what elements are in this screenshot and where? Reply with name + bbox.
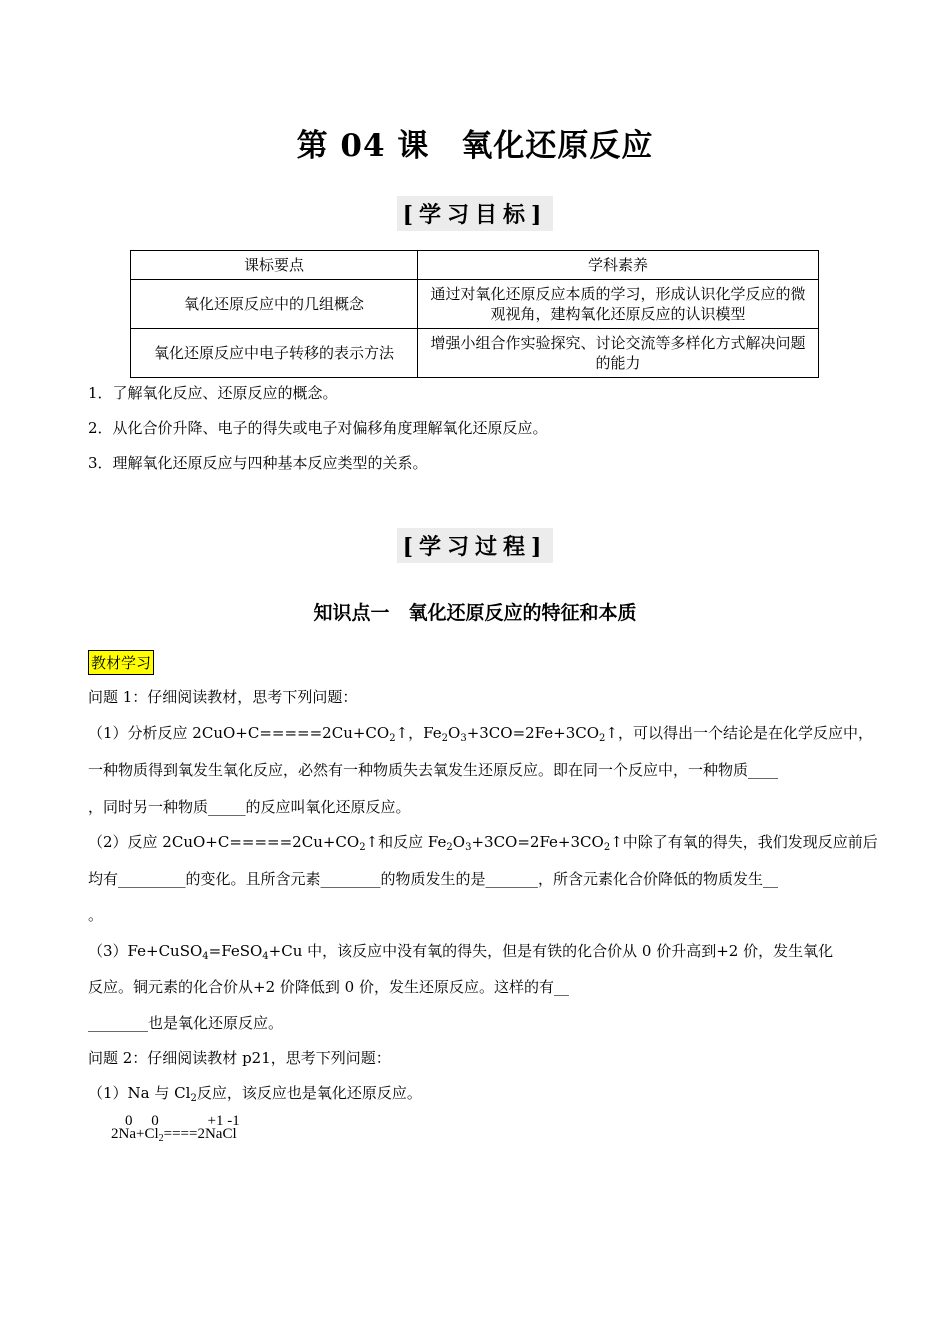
table-header-cell: 课标要点 (131, 251, 418, 280)
subscript: 2 (446, 842, 453, 853)
text-span: ↑，Fe (395, 724, 442, 742)
section-heading-goals-label: [学习目标] (397, 196, 554, 231)
subscript: 2 (190, 1093, 197, 1104)
table-cell: 增强小组合作实验探究、讨论交流等多样化方式解决问题的能力 (418, 329, 819, 378)
question-1-part-1-line-3: ，同时另一种物质_____的反应叫氧化还原反应。 (88, 798, 411, 816)
question-1-part-3-line-2: 反应。铜元素的化合价从+2 价降低到 0 价，发生还原反应。这样的有__ (88, 978, 569, 996)
question-2-title: 问题 2：仔细阅读教材 p21，思考下列问题： (88, 1049, 391, 1067)
subscript: 2 (389, 733, 396, 744)
text-span: （2）反应 2CuO+C=====2Cu+CO (88, 833, 360, 851)
question-1-part-2-line-2: 均有_________的变化。且所含元素________的物质发生的是_______，所含元素化合价降低的物质发生__ (88, 870, 779, 888)
table-cell: 通过对氧化还原反应本质的学习，形成认识化学反应的微观视角，建构氧化还原反应的认识模型 (418, 280, 819, 329)
text-span: ====2NaCl (163, 1126, 237, 1142)
question-1-part-3-line-3: ________也是氧化还原反应。 (88, 1014, 284, 1032)
subscript: 2 (441, 733, 448, 744)
text-span: 反应，该反应也是氧化还原反应。 (196, 1084, 422, 1102)
text-span: =FeSO (208, 942, 263, 960)
text-span: ↑中除了有氧的得失，我们发现反应前后 (610, 833, 878, 851)
subscript: 3 (460, 733, 467, 744)
valence-annotation: 0 0 +1 -1 (125, 1113, 240, 1129)
text-span: ↑和反应 Fe (365, 833, 447, 851)
text-span: +3CO=2Fe+3CO (471, 833, 604, 851)
table-cell: 氧化还原反应中的几组概念 (131, 280, 418, 329)
text-span: +Cu 中，该反应中没有氧的得失，但是有铁的化合价从 0 价升高到+2 价，发生氧化 (268, 942, 834, 960)
text-span: +3CO=2Fe+3CO (466, 724, 600, 742)
text-span: O (448, 724, 461, 742)
question-1-part-2 (88, 831, 878, 859)
text-span: O (452, 833, 466, 851)
question-1-part-1-line-2: 一种物质得到氧发生氧化反应，必然有一种物质失去氧发生还原反应。即在同一个反应中，一种物质____ (88, 761, 779, 779)
subscript: 4 (262, 951, 269, 962)
subscript: 2 (359, 842, 366, 853)
subscript: 2 (603, 842, 611, 853)
section-heading-goals (0, 196, 950, 231)
section-heading-process-label: [学习过程] (397, 528, 554, 563)
table-row (131, 280, 819, 329)
textbook-study-tag: 教材学习 (88, 650, 154, 675)
objectives-table (130, 250, 819, 378)
text-span: （1）分析反应 2CuO+C=====2Cu+CO (88, 724, 390, 742)
question-1-part-3 (88, 940, 833, 968)
subscript: 2 (599, 733, 606, 744)
goal-item: 3．理解氧化还原反应与四种基本反应类型的关系。 (88, 454, 428, 472)
knowledge-point-heading: 知识点一 氧化还原反应的特征和本质 (313, 602, 637, 624)
table-header-row (131, 251, 819, 280)
question-1-part-2-line-3: 。 (88, 906, 104, 924)
text-span: （1）Na 与 Cl (88, 1084, 191, 1102)
section-heading-process (0, 528, 950, 563)
question-2-part-1 (88, 1082, 422, 1110)
goal-item: 2．从化合价升降、电子的得失或电子对偏移角度理解氧化还原反应。 (88, 419, 548, 437)
text-span: 2Na+Cl (111, 1126, 159, 1142)
reaction-equation (111, 1126, 237, 1144)
subscript: 4 (202, 951, 209, 962)
text-span: ↑，可以得出一个结论是在化学反应中， (605, 724, 873, 742)
goal-item: 1．了解氧化反应、还原反应的概念。 (88, 384, 338, 402)
subscript: 3 (465, 842, 472, 853)
subscript: 2 (158, 1133, 164, 1144)
question-1-title: 问题 1：仔细阅读教材，思考下列问题： (88, 688, 358, 706)
table-header-cell: 学科素养 (418, 251, 819, 280)
question-1-part-1 (88, 722, 873, 750)
table-row (131, 329, 819, 378)
table-cell: 氧化还原反应中电子转移的表示方法 (131, 329, 418, 378)
page-title: 第 04 课 氧化还原反应 (296, 128, 654, 164)
text-span: （3）Fe+CuSO (88, 942, 203, 960)
